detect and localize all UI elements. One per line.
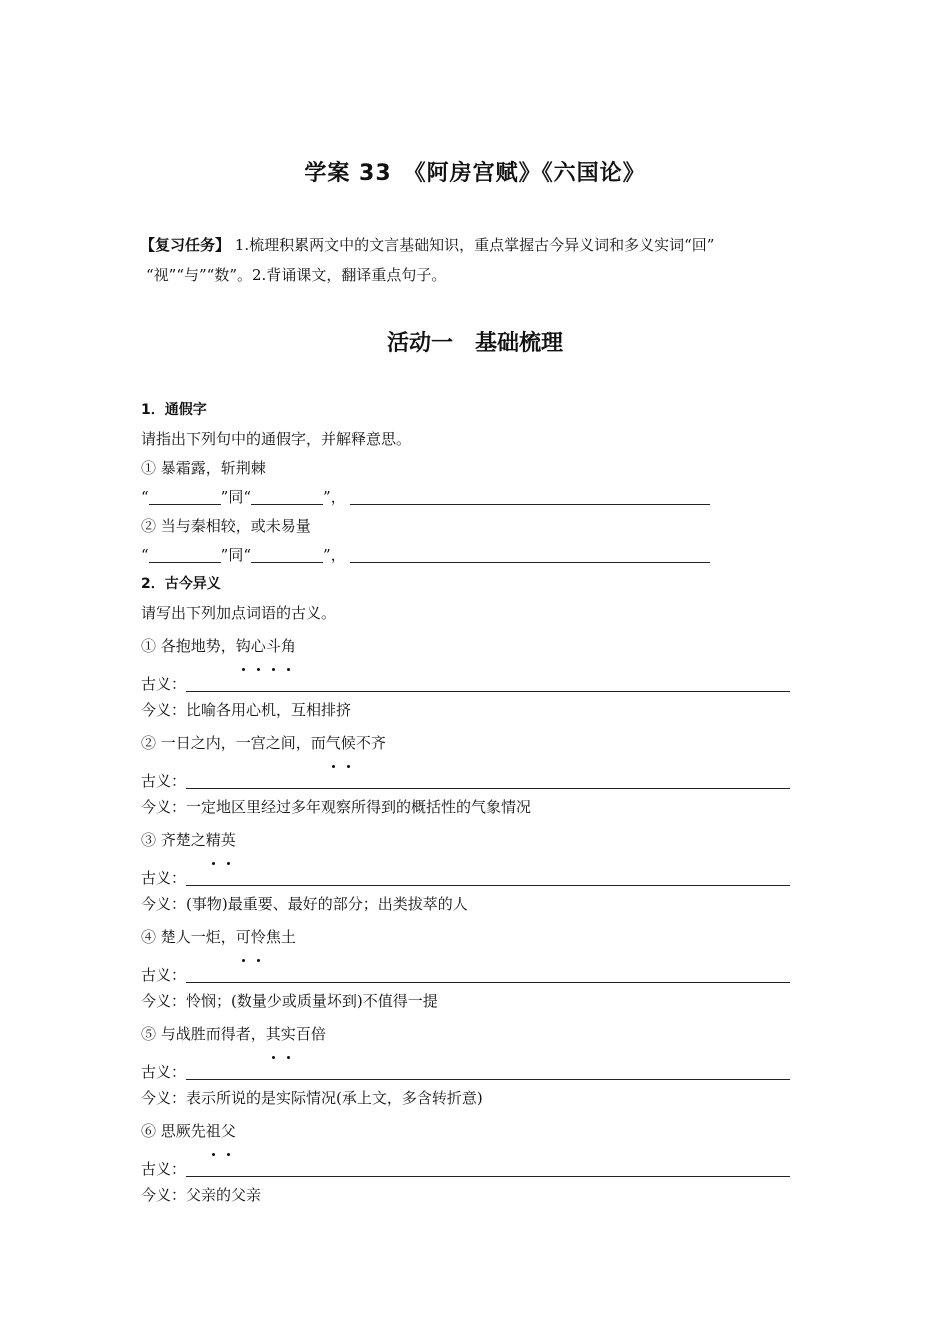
guyi-sentence: [141, 822, 821, 858]
sentence-suffix: 焦土: [265, 928, 296, 946]
modern-meaning-row: [141, 890, 821, 919]
ancient-meaning-blank[interactable]: [186, 1061, 790, 1080]
review-task-line-1: [140, 230, 820, 260]
dotted-word: [206, 831, 236, 849]
guyi-sentence: [141, 1113, 821, 1149]
tongjia-list: [141, 454, 821, 570]
ancient-label: 古义：: [141, 966, 187, 984]
ancient-label: 古义：: [141, 772, 187, 790]
jiazi-blank[interactable]: [149, 486, 221, 505]
section-title: 活动一 基础梳理: [386, 331, 563, 356]
modern-meaning-row: [141, 696, 821, 725]
guyi-sentence: [141, 725, 821, 761]
modern-meaning: 比喻各用心机，互相排挤: [186, 701, 352, 719]
guyi-heading: 2．古今异义: [141, 576, 221, 592]
modern-label: 今义：: [141, 1186, 187, 1204]
dotted-char: 父: [221, 1113, 236, 1149]
ancient-label: 古义：: [141, 869, 187, 887]
quote-open: “: [243, 488, 252, 506]
tongjia-answer-row: [141, 483, 821, 512]
dotted-char: 斗: [266, 628, 281, 664]
dotted-char: 可: [236, 919, 251, 955]
tongjia-answer-row: [141, 541, 821, 570]
dotted-char: 祖: [206, 1113, 221, 1149]
dotted-char: 其: [266, 1016, 281, 1052]
modern-meaning-row: [141, 1181, 821, 1210]
modern-meaning: 表示所说的是实际情况(承上文，多含转折意): [186, 1089, 483, 1107]
ancient-meaning-blank[interactable]: [186, 867, 790, 886]
ancient-meaning-blank[interactable]: [186, 673, 790, 692]
benzi-blank[interactable]: [251, 544, 323, 563]
sentence-prefix: ④ 楚人一炬，: [141, 928, 236, 946]
modern-meaning-row: [141, 793, 821, 822]
tongjia-sentence: ① 暴霜露，斩荆棘: [141, 459, 266, 477]
sentence-prefix: ⑤ 与战胜而得者，: [141, 1025, 266, 1043]
dotted-char: 角: [281, 628, 296, 664]
page-title: 学案 33 《阿房宫赋》《六国论》: [304, 161, 646, 186]
tong-label: 同: [228, 488, 244, 506]
guyi-sentence: [141, 1016, 821, 1052]
modern-label: 今义：: [141, 895, 187, 913]
quote-open: “: [141, 546, 149, 564]
ancient-meaning-row: [141, 858, 821, 890]
dotted-char: 怜: [251, 919, 266, 955]
tongjia-sentence: ② 当与秦相较，或未易量: [141, 517, 311, 535]
modern-label: 今义：: [141, 701, 187, 719]
tong-label: 同: [228, 546, 244, 564]
sentence-prefix: ⑥ 思厥先: [141, 1122, 206, 1140]
separator: ，: [330, 546, 351, 564]
dotted-char: 心: [251, 628, 266, 664]
dotted-word: [236, 928, 266, 946]
ancient-meaning-row: [141, 1052, 821, 1084]
review-task: [140, 230, 820, 290]
ancient-meaning-blank[interactable]: [186, 964, 790, 983]
dotted-word: [236, 637, 296, 655]
ancient-meaning-blank[interactable]: [186, 770, 790, 789]
dotted-word: [326, 734, 356, 752]
guyi-sentence: [141, 628, 821, 664]
dotted-word: [206, 1122, 236, 1140]
modern-label: 今义：: [141, 1089, 187, 1107]
guyi-sentence: [141, 919, 821, 955]
quote-close: ”: [323, 546, 331, 564]
ancient-label: 古义：: [141, 1160, 187, 1178]
dotted-char: 英: [221, 822, 236, 858]
ancient-meaning-blank[interactable]: [186, 1158, 790, 1177]
quote-open: “: [243, 546, 252, 564]
dotted-char: 实: [281, 1016, 296, 1052]
quote-open: “: [141, 488, 149, 506]
modern-meaning-row: [141, 987, 821, 1016]
dotted-char: 气: [326, 725, 341, 761]
dotted-char: 精: [206, 822, 221, 858]
tongjia-instruction: 请指出下列句中的通假字，并解释意思。: [141, 430, 412, 448]
benzi-blank[interactable]: [251, 486, 323, 505]
ancient-label: 古义：: [141, 1063, 187, 1081]
review-task-tag: 【复习任务】: [140, 236, 231, 254]
modern-meaning: 怜悯；(数量少或质量坏到)不值得一提: [186, 992, 438, 1010]
quote-close: ”: [323, 488, 331, 506]
guyi-instruction: 请写出下列加点词语的古义。: [141, 604, 337, 622]
ancient-label: 古义：: [141, 675, 187, 693]
guyi-list: [141, 628, 821, 1210]
tongjia-heading: 1．通假字: [141, 402, 207, 418]
quote-close: ”: [220, 488, 229, 506]
meaning-blank[interactable]: [350, 486, 710, 505]
dotted-char: 钩: [236, 628, 251, 664]
sentence-prefix: ② 一日之内，一宫之间，而: [141, 734, 326, 752]
sentence-prefix: ① 各抱地势，: [141, 637, 236, 655]
meaning-blank[interactable]: [350, 544, 710, 563]
quote-close: ”: [220, 546, 229, 564]
dotted-word: [266, 1025, 296, 1043]
sentence-suffix: 不齐: [355, 734, 386, 752]
modern-meaning: 父亲的父亲: [186, 1186, 262, 1204]
dotted-char: 候: [341, 725, 356, 761]
modern-meaning: 一定地区里经过多年观察所得到的概括性的气象情况: [186, 798, 532, 816]
modern-label: 今义：: [141, 798, 187, 816]
review-task-line-2: “视”“与”“数”。2.背诵课文，翻译重点句子。: [146, 266, 447, 284]
review-task-text-1: 1.梳理积累两文中的文言基础知识，重点掌握古今异义词和多义实词“回”: [230, 236, 715, 254]
sentence-suffix: 百倍: [295, 1025, 326, 1043]
content-body: [141, 396, 821, 1210]
modern-label: 今义：: [141, 992, 187, 1010]
ancient-meaning-row: [141, 761, 821, 793]
sentence-prefix: ③ 齐楚之: [141, 831, 206, 849]
separator: ，: [330, 488, 351, 506]
ancient-meaning-row: [141, 1149, 821, 1181]
modern-meaning-row: [141, 1084, 821, 1113]
jiazi-blank[interactable]: [149, 544, 221, 563]
modern-meaning: (事物)最重要、最好的部分；出类拔萃的人: [186, 895, 468, 913]
